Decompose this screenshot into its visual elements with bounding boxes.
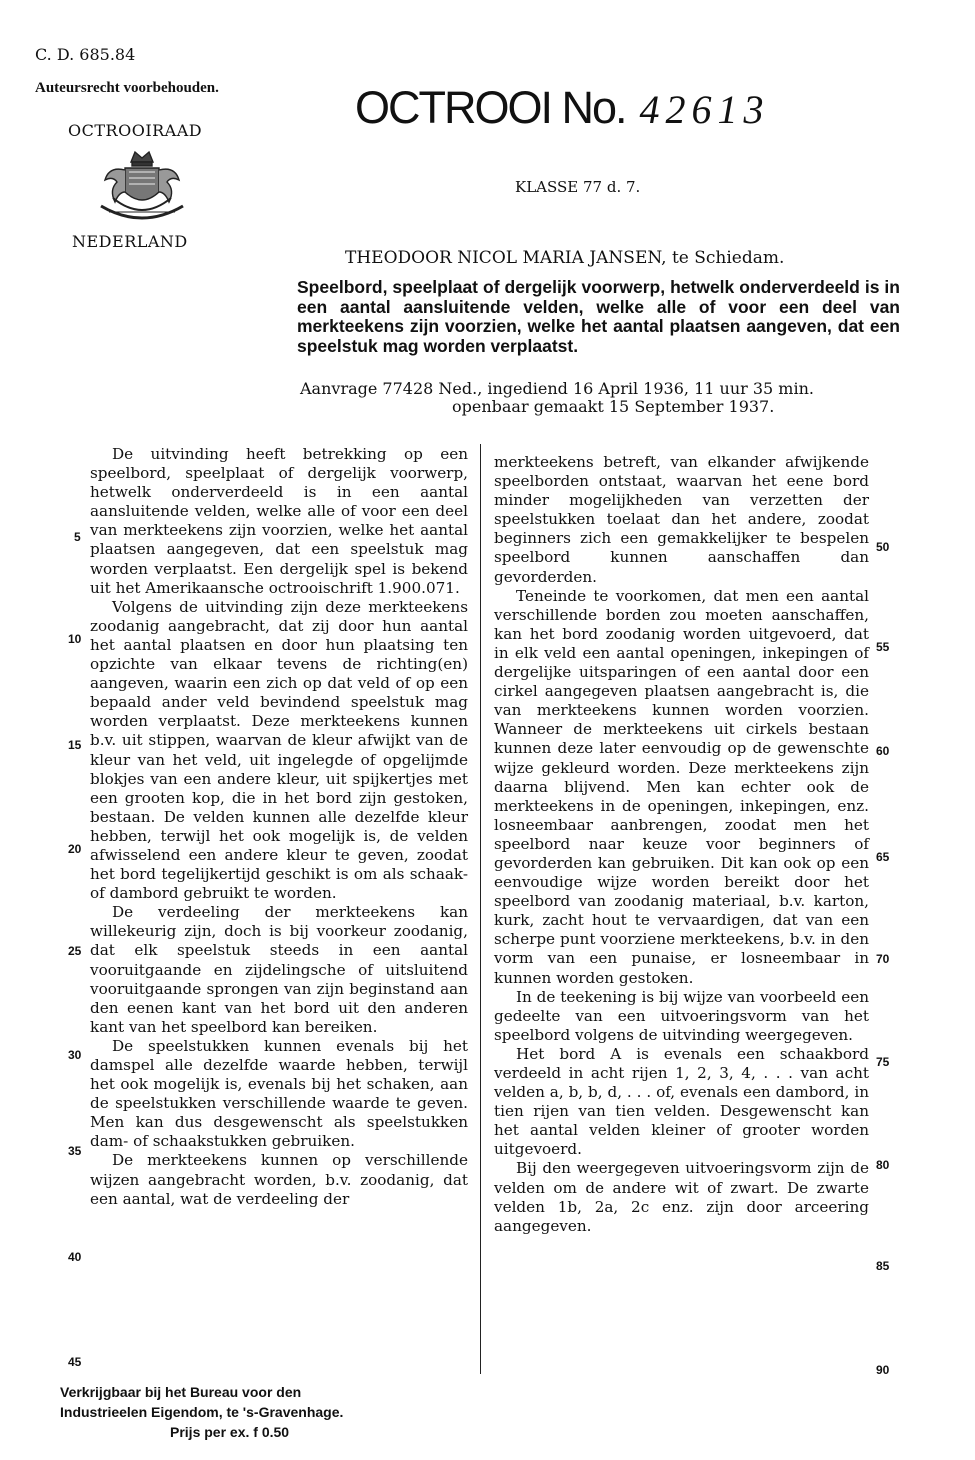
- patent-number: 42613: [639, 87, 770, 132]
- line-number: 65: [876, 850, 890, 864]
- line-number: 60: [876, 744, 890, 758]
- country-name: NEDERLAND: [72, 232, 188, 251]
- council-name: OCTROOIRAAD: [68, 121, 203, 140]
- line-number: 30: [68, 1048, 82, 1062]
- line-number: 25: [68, 944, 82, 958]
- line-number: 45: [68, 1355, 82, 1369]
- line-number: 15: [68, 738, 82, 752]
- paragraph: Bij den weergegeven uitvoeringsvorm zijn de velden om de andere wit of zwart. De zwarte velden 1b, 2a, 2c enz. zijn door arceering aangegeven.: [494, 1159, 869, 1235]
- line-number: 5: [74, 530, 81, 544]
- line-number: 75: [876, 1055, 890, 1069]
- left-text-column: [90, 445, 468, 1209]
- patent-label: OCTROOI No.: [355, 82, 626, 133]
- application-line-1: Aanvrage 77428 Ned., ingediend 16 April 1936, 11 uur 35 min.: [300, 379, 814, 398]
- patent-class: KLASSE 77 d. 7.: [515, 178, 641, 196]
- paragraph: In de teekening is bij wijze van voorbeeld een gedeelte van een uitvoeringsvorm van het speelbord volgens de uitvinding weergegeven.: [494, 987, 869, 1044]
- line-number: 80: [876, 1158, 890, 1172]
- footer-note: [60, 1382, 343, 1442]
- line-number: 50: [876, 540, 890, 554]
- patent-title: Speelbord, speelplaat of dergelijk voorwerp, hetwelk onderverdeeld is in een aantal aansluitende velden, welke alle of voor een deel van merkteekens zijn voorzien, welke het aantal plaatsen aangeven, dat een speelstuk mag worden verplaatst.: [297, 277, 900, 356]
- line-number: 20: [68, 842, 82, 856]
- coat-of-arms-emblem: [95, 146, 190, 228]
- line-number: 85: [876, 1259, 890, 1273]
- line-number: 10: [68, 632, 82, 646]
- application-line-2: openbaar gemaakt 15 September 1937.: [452, 397, 775, 416]
- footer-line-2: Industrieelen Eigendom, te 's-Gravenhage.: [60, 1404, 344, 1420]
- line-number: 35: [68, 1144, 82, 1158]
- footer-price: Prijs per ex. f 0.50: [170, 1424, 290, 1440]
- paragraph: Volgens de uitvinding zijn deze merkteekens zoodanig aangebracht, dat zij door hun aantal het aantal plaatsen en door hun plaatsing ten opzichte van elkaar tevens de richting(en) aangeven, waarin een zich op dat veld of op een bepaald ander veld bevindend speelstuk mag worden verplaatst. Deze merkteekens kunnen b.v. uit stippen, waarvan de kleur afwijkt van de kleur van het veld, uit ingelegde of opgelijmde blokjes van een andere kleur, uit spijkertjes met een grooten kop, die in het bord zijn gestoken, bestaan. De velden kunnen alle dezelfde kleur hebben, terwijl het ook mogelijk is, de velden afwisselend een andere kleur te geven, zoodat het bord tegelijkertijd geschikt is om als schaak- of dambord gebruikt te worden.: [90, 597, 468, 903]
- document-reference: C. D. 685.84: [35, 45, 136, 64]
- paragraph: Het bord A is evenals een schaakbord verdeeld in acht rijen 1, 2, 3, 4, . . . van acht velden a, b, b, d, . . . of, evenals een dambord, in tien rijen van tien velden. Desgewenscht kan het aantal velden kleiner of grooter worden uitgevoerd.: [494, 1044, 869, 1159]
- paragraph: merkteekens betreft, van elkander afwijkende speelborden ontstaat, waarvan het eene bord minder mogelijkheden van verzetten der speelstukken toelaat dan het andere, zoodat beginners zich een gemakkelijker te bespelen speelbord kunnen aanschaffen dan gevorderden.: [494, 453, 869, 586]
- paragraph: De uitvinding heeft betrekking op een speelbord, speelplaat of dergelijk voorwerp, hetwelk onderverdeeld is in een aantal aansluitende velden, welke alle of voor een deel van merkteekens zijn voorzien, welke het aantal plaatsen aangegeven, dat een speelstuk mag worden verplaatst. Een dergelijk spel is bekend uit het Amerikaansche octrooischrift 1.900.071.: [90, 445, 468, 597]
- paragraph: Teneinde te voorkomen, dat men een aantal verschillende borden zou moeten aanschaffen, kan het bord zoodanig worden uitgevoerd, dat in elk veld een aantal openingen, inkepingen of dergelijke uitsparingen of een aantal door een cirkel aangegeven plaatsen aangebracht is, die van merkteekens kunnen worden voorzien. Wanneer de merkteekens uit cirkels bestaan kunnen deze later eenvoudig op de gewenschte wijze gekleurd worden. Deze merkteekens zijn daarna blijvend. Men kan echter ook de merkteekens in de openingen, inkepingen, enz. losneembaar aanbrengen, zoodat men het speelbord naar keuze voor beginners of gevorderden kan gebruiken. Dit kan ook op een eenvoudige wijze worden bereikt door het speelbord van zoodanig materiaal, b.v. karton, kurk, zacht hout te vervaardigen, dat van een scherpe punt voorziene merkteekens, b.v. in den vorm van een punaise, er losneembaar in kunnen worden gestoken.: [494, 586, 869, 987]
- patent-heading: [355, 82, 770, 134]
- paragraph: De merkteekens kunnen op verschillende wijzen aangebracht worden, b.v. zoodanig, dat een aantal, wat de verdeeling der: [90, 1151, 468, 1208]
- copyright-notice: Auteursrecht voorbehouden.: [35, 80, 219, 96]
- paragraph: De verdeeling der merkteekens kan willekeurig zijn, doch is bij voorkeur zoodanig, dat elk speelstuk steeds in een aantal vooruitgaande en zijdelingsche of uitsluitend vooruitgaande sprongen van zijn beginstand aan den eenen kant van het bord uit den anderen kant van het speelbord kan bereiken.: [90, 903, 468, 1036]
- line-number: 90: [876, 1363, 890, 1377]
- column-divider: [480, 444, 481, 1374]
- right-text-column: [494, 453, 869, 1236]
- footer-line-1: Verkrijgbaar bij het Bureau voor den: [60, 1384, 302, 1400]
- line-number: 70: [876, 952, 890, 966]
- inventor-name: THEODOOR NICOL MARIA JANSEN, te Schiedam.: [345, 248, 785, 268]
- line-number: 55: [876, 640, 890, 654]
- paragraph: De speelstukken kunnen evenals bij het damspel alle dezelfde waarde hebben, terwijl het ook mogelijk is, evenals bij het schaken, aan de speelstukken verschillende waarde te geven. Men kan dus desgewenscht als speelstukken dam- of schaakstukken gebruiken.: [90, 1036, 468, 1151]
- line-number: 40: [68, 1250, 82, 1264]
- application-info: [300, 380, 880, 416]
